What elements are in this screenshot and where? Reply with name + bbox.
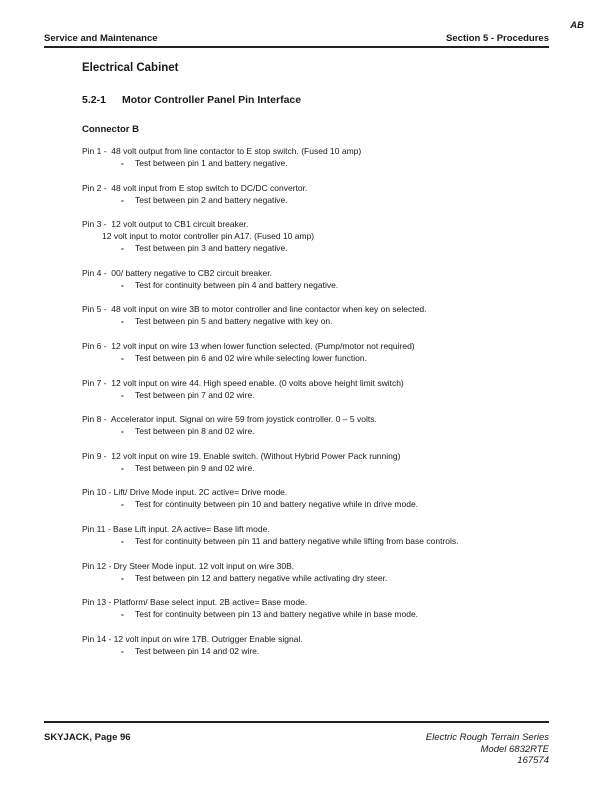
bullet-dash: - xyxy=(121,645,124,656)
pin-description xyxy=(82,523,552,535)
pin-text: 12 volt input on wire 13 when lower function selected. (Pump/motor not required) xyxy=(108,340,415,351)
bullet-dash: - xyxy=(121,426,124,437)
bullet-dash: - xyxy=(121,499,124,510)
pin-entry xyxy=(82,267,552,291)
pin-description xyxy=(82,267,552,279)
header-left: Service and Maintenance xyxy=(44,33,158,44)
pin-label: Pin 6 - xyxy=(82,340,109,351)
pin-description xyxy=(82,182,552,194)
pin-description xyxy=(82,377,552,389)
pin-entry xyxy=(82,633,552,657)
test-text: Test for continuity between pin 13 and battery negative while in base mode. xyxy=(135,609,419,620)
test-text: Test between pin 8 and 02 wire. xyxy=(135,426,255,437)
pin-test-instruction xyxy=(82,352,552,364)
pin-test-instruction xyxy=(82,279,552,291)
pin-description xyxy=(82,218,552,230)
pin-test-instruction xyxy=(82,157,552,169)
pin-entry xyxy=(82,182,552,206)
pin-test-instruction xyxy=(82,242,552,254)
test-text: Test between pin 2 and battery negative. xyxy=(135,194,288,205)
pin-label: Pin 3 - xyxy=(82,219,109,230)
test-text: Test between pin 9 and 02 wire. xyxy=(135,462,255,473)
pin-description xyxy=(82,413,552,425)
connector-heading: Connector B xyxy=(82,124,139,135)
pin-text: Base Lift input. 2A active= Base lift mode. xyxy=(113,523,270,534)
pin-description xyxy=(82,450,552,462)
pin-text: Platform/ Base select input. 2B active= Base mode. xyxy=(113,597,308,608)
pin-text: 00/ battery negative to CB2 circuit breaker. xyxy=(108,267,272,278)
pin-test-instruction xyxy=(82,425,552,437)
bullet-dash: - xyxy=(121,609,124,620)
pin-entry xyxy=(82,413,552,437)
pin-list xyxy=(82,145,552,669)
section-title: Electrical Cabinet xyxy=(82,62,179,74)
pin-test-instruction xyxy=(82,462,552,474)
test-text: Test between pin 6 and 02 wire while selecting lower function. xyxy=(135,352,367,363)
page-tag: AB xyxy=(570,20,584,31)
pin-test-instruction xyxy=(82,645,552,657)
pin-label: Pin 12 - xyxy=(82,560,114,571)
pin-text: 48 volt output from line contactor to E stop switch. (Fused 10 amp) xyxy=(108,146,362,156)
pin-label: Pin 1 - xyxy=(82,146,109,156)
bullet-dash: - xyxy=(121,316,124,327)
bullet-dash: - xyxy=(121,535,124,546)
pin-label: Pin 4 - xyxy=(82,267,109,278)
pin-label: Pin 2 - xyxy=(82,182,109,193)
bullet-dash: - xyxy=(121,462,124,473)
pin-text: 48 volt input on wire 3B to motor controller and line contactor when key on selected. xyxy=(108,304,427,315)
test-text: Test between pin 5 and battery negative with key on. xyxy=(135,316,333,327)
pin-description-continued: 12 volt input to motor controller pin A17. (Fused 10 amp) xyxy=(102,231,315,242)
bullet-dash: - xyxy=(121,243,124,254)
header-rule xyxy=(44,46,549,48)
pin-text: Lift/ Drive Mode input. 2C active= Drive mode. xyxy=(113,487,288,498)
pin-test-instruction xyxy=(82,194,552,206)
pin-description xyxy=(82,596,552,608)
footer-right xyxy=(426,732,549,767)
pin-text: Accelerator input. Signal on wire 59 from joystick controller. 0 – 5 volts. xyxy=(108,414,377,425)
bullet-dash: - xyxy=(121,279,124,290)
bullet-dash: - xyxy=(121,158,124,168)
footer-series: Electric Rough Terrain Series xyxy=(425,732,549,743)
pin-description xyxy=(82,633,552,645)
pin-test-instruction xyxy=(82,389,552,401)
pin-label: Pin 11 - xyxy=(82,523,114,534)
test-text: Test between pin 1 and battery negative. xyxy=(135,158,288,168)
pin-test-instruction xyxy=(82,535,552,547)
test-text: Test between pin 3 and battery negative. xyxy=(135,243,288,254)
pin-description xyxy=(82,145,552,157)
test-text: Test for continuity between pin 4 and battery negative. xyxy=(135,279,339,290)
pin-test-instruction xyxy=(82,608,552,620)
pin-label: Pin 14 - xyxy=(82,633,114,644)
bullet-dash: - xyxy=(121,194,124,205)
pin-entry xyxy=(82,303,552,327)
pin-entry xyxy=(82,450,552,474)
pin-description xyxy=(82,560,552,572)
pin-label: Pin 10 - xyxy=(82,487,114,498)
pin-label: Pin 8 - xyxy=(82,414,109,425)
pin-text: 12 volt output to CB1 circuit breaker. xyxy=(108,219,249,230)
subsection-title: Motor Controller Panel Pin Interface xyxy=(122,94,302,106)
test-text: Test for continuity between pin 11 and battery negative while lifting from base controls. xyxy=(135,535,459,546)
footer-model: Model 6832RTE xyxy=(480,743,549,755)
footer-doc-number: 167574 xyxy=(517,755,549,766)
pin-entry xyxy=(82,218,552,254)
footer-left: SKYJACK, Page 96 xyxy=(44,732,131,743)
pin-text: 12 volt input on wire 19. Enable switch. (Without Hybrid Power Pack running) xyxy=(108,450,401,461)
test-text: Test between pin 7 and 02 wire. xyxy=(135,389,255,400)
bullet-dash: - xyxy=(121,572,124,583)
pin-text: 12 volt input on wire 44. High speed enable. (0 volts above height limit switch) xyxy=(108,377,404,388)
pin-text: Dry Steer Mode input. 12 volt input on wire 30B. xyxy=(113,560,295,571)
page-header xyxy=(44,33,549,45)
pin-label: Pin 7 - xyxy=(82,377,109,388)
pin-entry xyxy=(82,340,552,364)
test-text: Test for continuity between pin 10 and battery negative while in drive mode. xyxy=(135,499,419,510)
subsection-number: 5.2-1 xyxy=(82,94,106,106)
test-text: Test between pin 14 and 02 wire. xyxy=(135,645,260,656)
pin-entry xyxy=(82,145,552,169)
subsection-heading xyxy=(82,94,301,106)
pin-label: Pin 13 - xyxy=(82,597,114,608)
header-right: Section 5 - Procedures xyxy=(446,33,549,44)
pin-entry xyxy=(82,486,552,510)
pin-text: 12 volt input on wire 17B. Outrigger Enable signal. xyxy=(113,633,303,644)
pin-text: 48 volt input from E stop switch to DC/DC convertor. xyxy=(108,182,308,193)
pin-label: Pin 5 - xyxy=(82,304,109,315)
bullet-dash: - xyxy=(121,352,124,363)
pin-entry xyxy=(82,377,552,401)
pin-entry xyxy=(82,523,552,547)
test-text: Test between pin 12 and battery negative while activating dry steer. xyxy=(135,572,388,583)
footer-rule xyxy=(44,721,549,723)
pin-test-instruction xyxy=(82,572,552,584)
pin-test-instruction xyxy=(82,315,552,327)
pin-description xyxy=(82,486,552,498)
pin-description xyxy=(82,303,552,315)
pin-test-instruction xyxy=(82,498,552,510)
pin-description xyxy=(82,340,552,352)
pin-entry xyxy=(82,596,552,620)
pin-entry xyxy=(82,560,552,584)
pin-label: Pin 9 - xyxy=(82,450,109,461)
bullet-dash: - xyxy=(121,389,124,400)
